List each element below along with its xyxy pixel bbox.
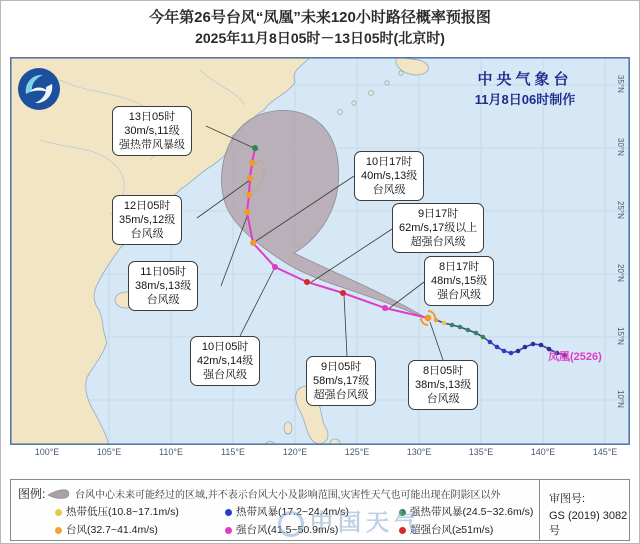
cone-explanation: 台风中心未来可能经过的区域,并不表示台风大小及影响范围,灾害性天气也可能出现在阴影区以外 (75, 490, 501, 501)
superty-dot-icon (399, 527, 406, 534)
callout-9d05h (306, 356, 376, 406)
lat-label: 35°N (616, 75, 625, 93)
lon-label: 130°E (406, 447, 432, 457)
callout-11d05h (128, 261, 198, 311)
lat-label: 15°N (616, 327, 625, 345)
cma-logo-icon (16, 66, 62, 112)
legend-title: 图例: (18, 487, 46, 501)
legend-divider (539, 480, 540, 540)
page-title: 今年第26号台风“凤凰”未来120小时路径概率预报图 (149, 9, 491, 26)
lat-label: 30°N (616, 138, 625, 156)
lon-label: 105°E (96, 447, 122, 457)
legend-item-ts: 热带风暴(17.2~24.4m/s) (225, 504, 349, 519)
callout-wind: 40m/s,13级 (361, 170, 418, 183)
callout-wind: 38m/s,13级 (135, 280, 192, 293)
td-dot-icon (55, 509, 62, 516)
callout-time: 9日17时 (417, 208, 459, 220)
callout-time: 8日05时 (422, 365, 464, 377)
callout-time: 10日05时 (201, 341, 249, 353)
callout-time: 10日17时 (365, 156, 413, 168)
lat-label: 10°N (616, 390, 625, 408)
ts-dot-icon (225, 509, 232, 516)
callout-level: 超强台风级 (410, 236, 466, 249)
callout-8d17h (424, 256, 494, 306)
legend-item-sty: 强台风(41.5~50.9m/s) (225, 522, 338, 537)
legend-item-ty: 台风(32.7~41.4m/s) (55, 522, 158, 537)
approval-number: GS (2019) 3082号 (549, 510, 628, 537)
callout-level: 台风级 (130, 228, 164, 241)
cone-legend-icon (47, 487, 71, 505)
callout-level: 台风级 (426, 393, 460, 406)
lon-label: 135°E (468, 447, 494, 457)
legend-item-superty: 超强台风(≥51m/s) (399, 522, 493, 537)
callout-wind: 35m/s,12级 (119, 214, 176, 227)
callout-wind: 42m/s,14级 (197, 355, 254, 368)
ty-dot-icon (55, 527, 62, 534)
callout-level: 超强台风级 (313, 389, 369, 402)
legend-item-sts: 强热带风暴(24.5~32.6m/s) (399, 504, 533, 519)
callout-8d05h (408, 360, 478, 410)
callout-wind: 38m/s,13级 (415, 379, 472, 392)
agency-name: 中央气象台 (477, 71, 573, 88)
sts-dot-icon (399, 509, 406, 516)
callout-9d17h (392, 203, 484, 253)
lon-label: 120°E (282, 447, 308, 457)
approval-label: 审图号: (549, 493, 586, 505)
callout-wind: 48m/s,15级 (431, 275, 488, 288)
callout-level: 强台风级 (437, 289, 482, 302)
callout-time: 11日05时 (140, 266, 186, 278)
callout-level: 强台风级 (203, 369, 248, 382)
callout-wind: 30m/s,11级 (124, 125, 180, 138)
lat-label: 25°N (616, 201, 625, 219)
callout-time: 8日17时 (438, 261, 480, 273)
storm-name-label: 凤凰(2526) (548, 351, 602, 363)
lon-label: 100°E (34, 447, 60, 457)
watermark: 中国天气 (278, 504, 422, 537)
page-subtitle: 2025年11月8日05时－13日05时(北京时) (195, 30, 445, 46)
callout-level: 强热带风暴级 (119, 139, 185, 152)
callout-time: 13日05时 (128, 111, 176, 123)
legend-panel (10, 479, 630, 541)
callout-time: 12日05时 (123, 200, 171, 212)
callout-wind: 58m/s,17级 (313, 375, 370, 388)
agency-issue-time: 11月8日06时制作 (474, 92, 576, 107)
agency-credit (430, 68, 620, 108)
lat-label: 20°N (616, 264, 625, 282)
sty-dot-icon (225, 527, 232, 534)
lon-label: 145°E (592, 447, 618, 457)
callout-time: 9日05时 (320, 361, 362, 373)
callout-10d05h (190, 336, 260, 386)
callout-10d17h (354, 151, 424, 201)
callout-12d05h (112, 195, 182, 245)
callout-13d05h (112, 106, 192, 156)
callout-level: 台风级 (372, 184, 406, 197)
lon-label: 125°E (344, 447, 370, 457)
legend-item-td: 热带低压(10.8~17.1m/s) (55, 504, 179, 519)
lon-label: 115°E (221, 447, 245, 457)
lon-label: 140°E (530, 447, 556, 457)
callout-wind: 62m/s,17级以上 (399, 222, 478, 235)
lon-label: 110°E (159, 447, 183, 457)
callout-level: 台风级 (146, 294, 180, 307)
